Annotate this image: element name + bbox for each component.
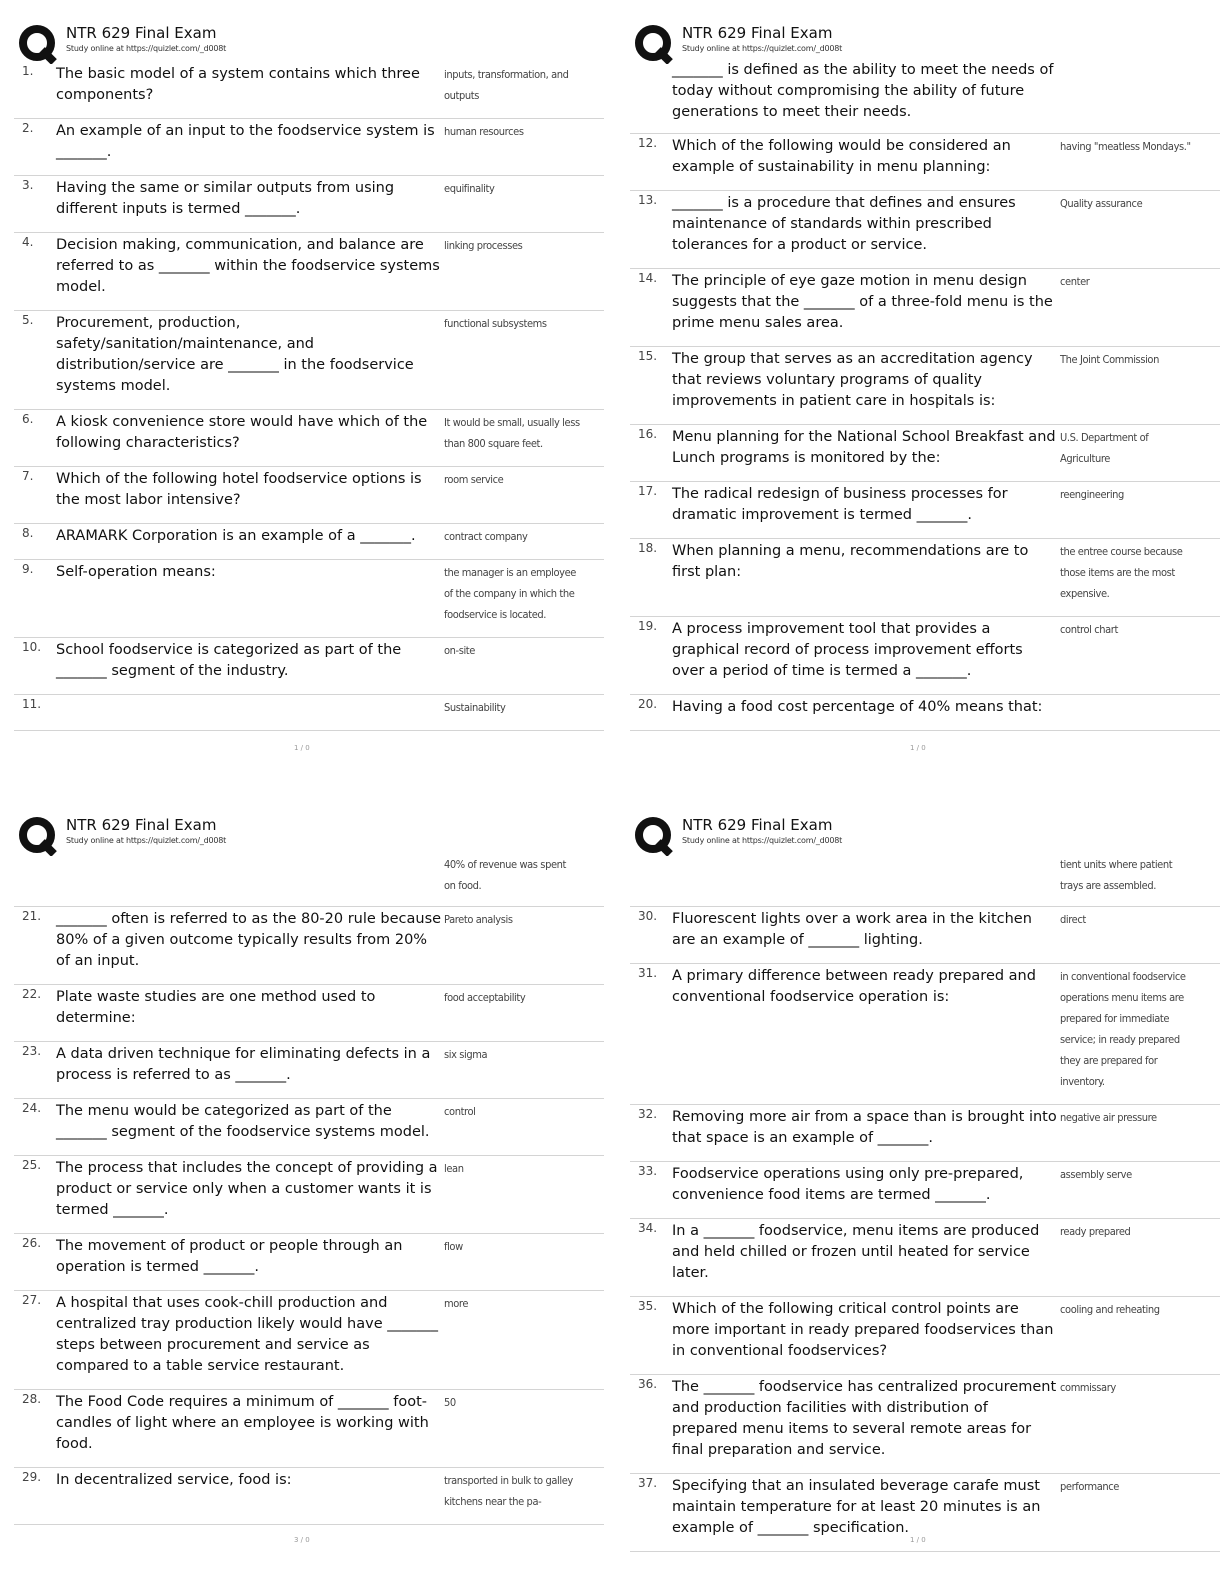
- question-number: 27.: [22, 1293, 42, 1307]
- question-text: The group that serves as an accreditation agency that reviews voluntary programs of quality improvements in patient care in hospitals is:: [672, 351, 1033, 409]
- page-number: 1 / 0: [910, 1536, 926, 1544]
- answer-text: lean: [444, 1162, 464, 1175]
- quizlet-logo-icon: [18, 816, 58, 856]
- question-text: The Food Code requires a minimum of _______ foot-candles of light where an employee is working with food.: [56, 1394, 429, 1452]
- qa-row: [14, 1042, 604, 1099]
- question-number: 19.: [638, 619, 658, 633]
- answer-text: having "meatless Mondays.": [1060, 140, 1191, 153]
- question-number: 2.: [22, 121, 34, 135]
- answer-text: assembly serve: [1060, 1168, 1132, 1181]
- answer-text: commissary: [1060, 1381, 1116, 1394]
- page-header: [630, 810, 1220, 854]
- qa-list: [630, 134, 1220, 731]
- qa-list: [630, 907, 1220, 1552]
- answer-continued: 40% of revenue was spent on food.: [444, 858, 566, 892]
- qa-row: [14, 524, 604, 560]
- question-text: The principle of eye gaze motion in menu design suggests that the _______ of a three-fold menu is the prime menu sales area.: [672, 273, 1053, 331]
- qa-continuation: [14, 854, 604, 907]
- answer-text: The Joint Commission: [1060, 353, 1159, 366]
- page-title: NTR 629 Final Exam: [66, 24, 217, 42]
- answer-text: the entree course because those items are the most expensive.: [1060, 545, 1183, 600]
- question-text: Which of the following would be considered an example of sustainability in menu planning:: [672, 138, 1011, 175]
- question-text: Menu planning for the National School Breakfast and Lunch programs is monitored by the:: [672, 429, 1056, 466]
- answer-text: human resources: [444, 125, 524, 138]
- answer-text: room service: [444, 473, 504, 486]
- qa-row: [14, 119, 604, 176]
- answer-text: equifinality: [444, 182, 495, 195]
- qa-row: [14, 560, 604, 638]
- qa-row: [630, 1219, 1220, 1297]
- qa-row: [14, 1099, 604, 1156]
- qa-row: [14, 1234, 604, 1291]
- question-number: 12.: [638, 136, 658, 150]
- question-number: 35.: [638, 1299, 658, 1313]
- question-number: 20.: [638, 697, 658, 711]
- answer-text: Sustainability: [444, 701, 506, 714]
- question-text: The _______ foodservice has centralized procurement and production facilities with distribution of prepared menu items to several remote areas for final preparation and service.: [672, 1379, 1057, 1458]
- answer-text: inputs, transformation, and outputs: [444, 68, 569, 102]
- question-text: A kiosk convenience store would have which of the following characteristics?: [56, 414, 428, 451]
- question-number: 31.: [638, 966, 658, 980]
- question-text: ARAMARK Corporation is an example of a _______.: [56, 528, 416, 544]
- question-text: Plate waste studies are one method used to determine:: [56, 989, 376, 1026]
- question-continued: _______ is defined as the ability to meet the needs of today without compromising the ability of future generations to meet their needs.: [672, 62, 1054, 120]
- question-text: Decision making, communication, and balance are referred to as _______ within the foodservice systems model.: [56, 237, 440, 295]
- answer-text: functional subsystems: [444, 317, 547, 330]
- question-number: 13.: [638, 193, 658, 207]
- question-text: A data driven technique for eliminating defects in a process is referred to as _______.: [56, 1046, 431, 1083]
- question-text: Fluorescent lights over a work area in the kitchen are an example of _______ lighting.: [672, 911, 1032, 948]
- qa-row: [14, 311, 604, 410]
- qa-row: [14, 176, 604, 233]
- qa-row: [14, 907, 604, 985]
- qa-row: [630, 191, 1220, 269]
- answer-text: linking processes: [444, 239, 523, 252]
- qa-row: [14, 410, 604, 467]
- question-text: Foodservice operations using only pre-prepared, convenience food items are termed _______.: [672, 1166, 1024, 1203]
- question-number: 24.: [22, 1101, 42, 1115]
- question-number: 25.: [22, 1158, 42, 1172]
- answer-text: more: [444, 1297, 469, 1310]
- answer-text: food acceptability: [444, 991, 526, 1004]
- qa-continuation: [630, 854, 1220, 907]
- qa-row: [630, 1105, 1220, 1162]
- question-text: In a _______ foodservice, menu items are produced and held chilled or frozen until heated for service later.: [672, 1223, 1040, 1281]
- question-number: 32.: [638, 1107, 658, 1121]
- answer-text: ready prepared: [1060, 1225, 1131, 1238]
- qa-row: [14, 467, 604, 524]
- qa-row: [14, 1468, 604, 1525]
- qa-row: [14, 638, 604, 695]
- question-number: 9.: [22, 562, 34, 576]
- answer-text: on-site: [444, 644, 475, 657]
- question-text: In decentralized service, food is:: [56, 1472, 292, 1488]
- answer-text: contract company: [444, 530, 528, 543]
- study-link[interactable]: Study online at https://quizlet.com/_d008t: [682, 44, 843, 53]
- question-number: 1.: [22, 64, 34, 78]
- question-number: 29.: [22, 1470, 42, 1484]
- question-text: The movement of product or people through an operation is termed _______.: [56, 1238, 403, 1275]
- question-number: 30.: [638, 909, 658, 923]
- answer-text: center: [1060, 275, 1090, 288]
- qa-row: [630, 617, 1220, 695]
- answer-text: reengineering: [1060, 488, 1124, 501]
- question-number: 33.: [638, 1164, 658, 1178]
- question-number: 21.: [22, 909, 42, 923]
- question-number: 18.: [638, 541, 658, 555]
- question-number: 4.: [22, 235, 34, 249]
- page-1: [14, 18, 604, 798]
- qa-row: [630, 907, 1220, 964]
- question-text: When planning a menu, recommendations are to first plan:: [672, 543, 1029, 580]
- question-text: Which of the following critical control points are more important in ready prepared foodservices than in conventional foodservices?: [672, 1301, 1054, 1359]
- question-text: The radical redesign of business processes for dramatic improvement is termed _______.: [672, 486, 1008, 523]
- qa-list: [14, 907, 604, 1525]
- question-number: 36.: [638, 1377, 658, 1391]
- question-number: 16.: [638, 427, 658, 441]
- question-text: _______ often is referred to as the 80-20 rule because 80% of a given outcome typically results from 20% of an input.: [56, 911, 442, 969]
- question-number: 26.: [22, 1236, 42, 1250]
- question-text: A hospital that uses cook-chill production and centralized tray production likely would have _______ steps between procurement and service as compared to a table service restaurant.: [56, 1295, 438, 1374]
- question-text: School foodservice is categorized as part of the _______ segment of the industry.: [56, 642, 402, 679]
- question-number: 3.: [22, 178, 34, 192]
- question-number: 8.: [22, 526, 34, 540]
- question-number: 15.: [638, 349, 658, 363]
- question-number: 14.: [638, 271, 658, 285]
- answer-text: in conventional foodservice operations menu items are prepared for immediate service; in ready prepared they are prepared for inventory.: [1060, 970, 1186, 1088]
- qa-row: [630, 269, 1220, 347]
- qa-row: [630, 964, 1220, 1105]
- question-number: 28.: [22, 1392, 42, 1406]
- answer-text: six sigma: [444, 1048, 488, 1061]
- answer-text: direct: [1060, 913, 1086, 926]
- question-number: 10.: [22, 640, 42, 654]
- question-text: The menu would be categorized as part of the _______ segment of the foodservice systems model.: [56, 1103, 430, 1140]
- answer-text: control: [444, 1105, 476, 1118]
- question-text: A primary difference between ready prepared and conventional foodservice operation is:: [672, 968, 1036, 1005]
- qa-row: [630, 1162, 1220, 1219]
- question-number: 11.: [22, 697, 42, 711]
- page-2: [630, 18, 1220, 798]
- page-header: [14, 810, 604, 854]
- qa-row: [14, 1156, 604, 1234]
- question-text: The basic model of a system contains which three components?: [56, 66, 420, 103]
- study-link[interactable]: Study online at https://quizlet.com/_d008t: [66, 44, 227, 53]
- page-number: 1 / 0: [910, 744, 926, 752]
- answer-text: performance: [1060, 1480, 1119, 1493]
- answer-text: It would be small, usually less than 800 square feet.: [444, 416, 580, 450]
- question-text: The process that includes the concept of providing a product or service only when a customer wants it is termed _______.: [56, 1160, 438, 1218]
- study-link[interactable]: Study online at https://quizlet.com/_d008t: [66, 836, 227, 845]
- question-text: Removing more air from a space than is brought into that space is an example of _______.: [672, 1109, 1057, 1146]
- qa-list: [14, 62, 604, 731]
- question-number: 6.: [22, 412, 34, 426]
- question-number: 34.: [638, 1221, 658, 1235]
- answer-text: Pareto analysis: [444, 913, 513, 926]
- question-text: Specifying that an insulated beverage carafe must maintain temperature for at least 20 minutes is an example of _______ specification.: [672, 1478, 1041, 1536]
- question-number: 17.: [638, 484, 658, 498]
- page-4: [630, 810, 1220, 1590]
- quizlet-logo-icon: [634, 24, 674, 64]
- question-text: Which of the following hotel foodservice options is the most labor intensive?: [56, 471, 422, 508]
- answer-text: control chart: [1060, 623, 1118, 636]
- qa-row: [630, 539, 1220, 617]
- question-number: 5.: [22, 313, 34, 327]
- qa-row: [14, 985, 604, 1042]
- answer-continued: tient units where patient trays are assembled.: [1060, 858, 1173, 892]
- answer-text: Quality assurance: [1060, 197, 1143, 210]
- qa-row: [14, 1390, 604, 1468]
- qa-row: [630, 347, 1220, 425]
- question-text: _______ is a procedure that defines and ensures maintenance of standards within prescribed tolerances for a product or service.: [672, 195, 1016, 253]
- answer-text: 50: [444, 1396, 456, 1409]
- question-text: Procurement, production, safety/sanitation/maintenance, and distribution/service are _______ in the foodservice systems model.: [56, 315, 414, 394]
- page-title: NTR 629 Final Exam: [66, 816, 217, 834]
- question-text: Having a food cost percentage of 40% means that:: [672, 699, 1043, 715]
- qa-row: [630, 1375, 1220, 1474]
- qa-row: [14, 62, 604, 119]
- page-title: NTR 629 Final Exam: [682, 816, 833, 834]
- quizlet-logo-icon: [18, 24, 58, 64]
- answer-text: transported in bulk to galley kitchens near the pa-: [444, 1474, 573, 1508]
- page-header: [14, 18, 604, 62]
- question-number: 7.: [22, 469, 34, 483]
- page-number: 3 / 0: [294, 1536, 310, 1544]
- qa-continuation: [630, 60, 1220, 134]
- question-text: An example of an input to the foodservice system is _______.: [56, 123, 435, 160]
- qa-row: [630, 425, 1220, 482]
- question-text: A process improvement tool that provides a graphical record of process improvement efforts over a period of time is termed a _______.: [672, 621, 1023, 679]
- question-text: Having the same or similar outputs from using different inputs is termed _______.: [56, 180, 395, 217]
- answer-text: negative air pressure: [1060, 1111, 1157, 1124]
- study-link[interactable]: Study online at https://quizlet.com/_d008t: [682, 836, 843, 845]
- qa-row: [630, 134, 1220, 191]
- answer-text: U.S. Department of Agriculture: [1060, 431, 1149, 465]
- question-number: 37.: [638, 1476, 658, 1490]
- qa-row: [14, 1291, 604, 1390]
- page-title: NTR 629 Final Exam: [682, 24, 833, 42]
- page-3: [14, 810, 604, 1590]
- answer-text: cooling and reheating: [1060, 1303, 1160, 1316]
- qa-row: [630, 482, 1220, 539]
- question-text: [56, 695, 442, 697]
- qa-row: [630, 1297, 1220, 1375]
- answer-text: the manager is an employee of the company in which the foodservice is located.: [444, 566, 576, 621]
- page-number: 1 / 0: [294, 744, 310, 752]
- question-text: Self-operation means:: [56, 564, 216, 580]
- qa-row: [630, 695, 1220, 731]
- qa-row: [14, 233, 604, 311]
- page-header: [630, 18, 1220, 62]
- answer-text: flow: [444, 1240, 463, 1253]
- question-number: 22.: [22, 987, 42, 1001]
- quizlet-logo-icon: [634, 816, 674, 856]
- qa-row: [14, 695, 604, 731]
- question-number: 23.: [22, 1044, 42, 1058]
